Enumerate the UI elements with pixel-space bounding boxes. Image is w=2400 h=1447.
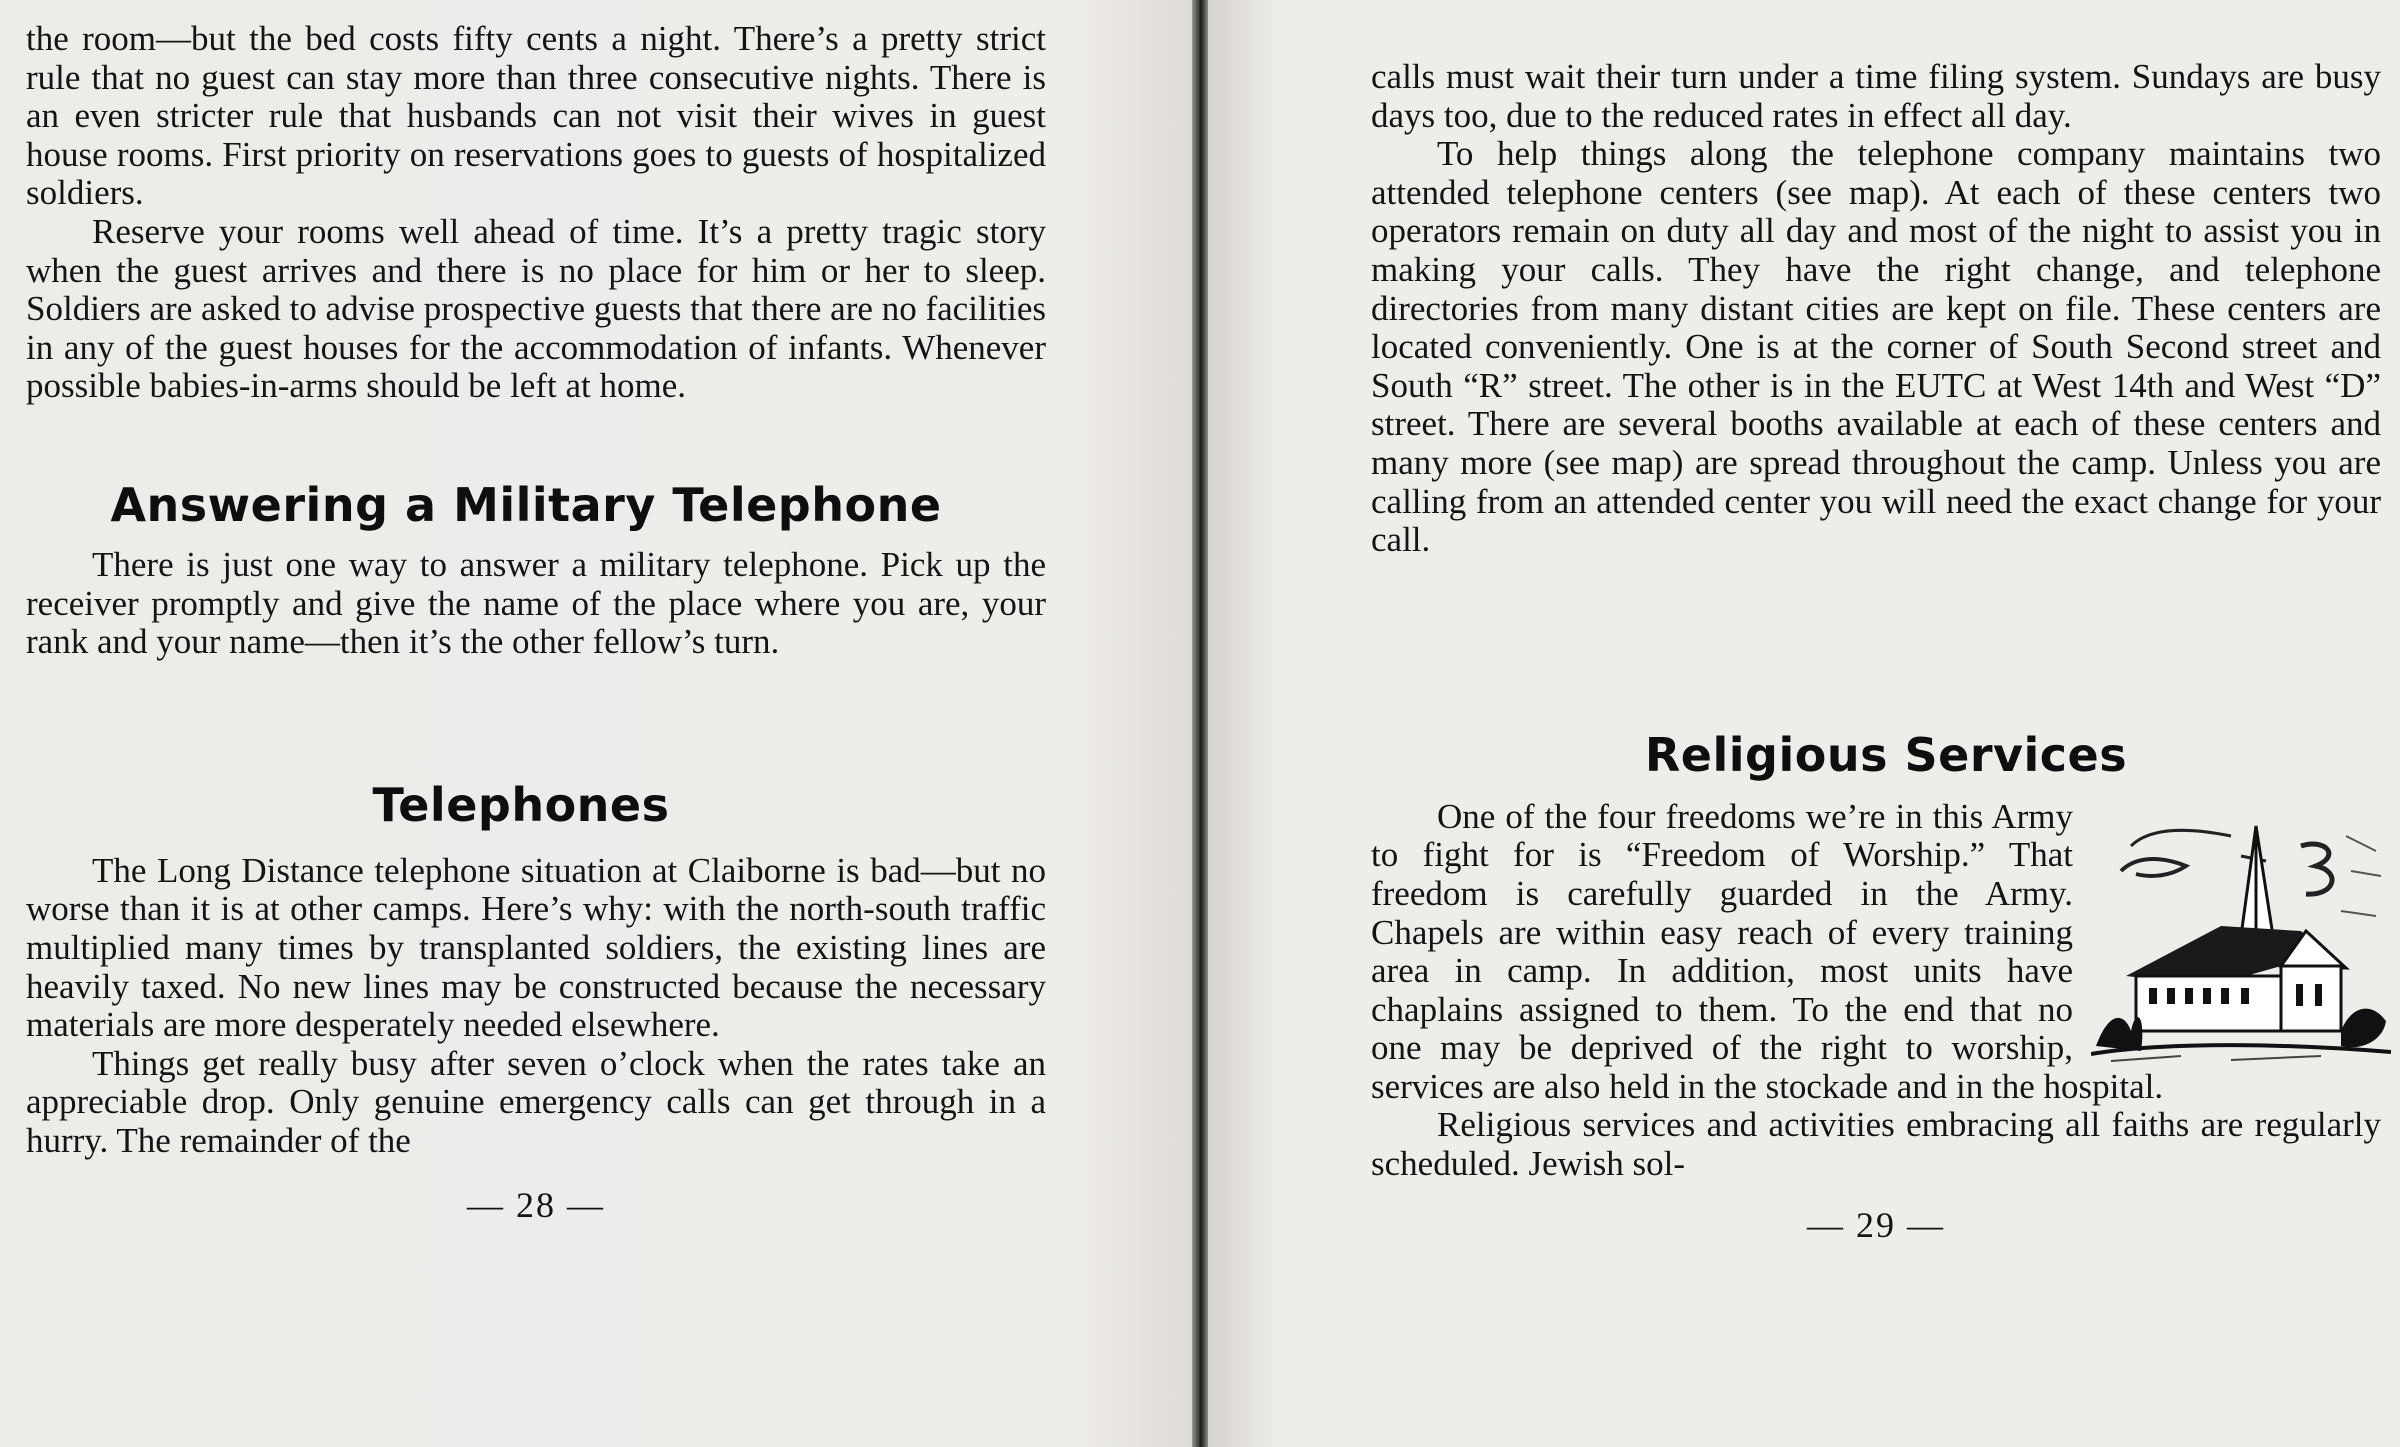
paragraph-busy-after-seven: Things get really busy after seven o’clock when the rates take an appreciable drop. Only genuine emergency calls can get through in a hurry. The remainder of the	[26, 1043, 1046, 1160]
paragraph-religious-activities: Religious services and activities embracing all faiths are regularly scheduled. Jewish sol-	[1371, 1105, 2381, 1184]
paragraph-reserve-rooms: Reserve your rooms well ahead of time. It’s a pretty tragic story when the guest arrives and there is no place for him or her to sleep. Soldiers are asked to advise prospective guests that there are no facilities in any of the guest houses for the accommodation of infants. Whenever possible babies-in-arms should be left at home.	[26, 211, 1046, 406]
paragraph-long-distance: The Long Distance telephone situation at Claiborne is bad—but no worse than it is at other camps. Here’s why: with the north-south traffic multiplied many times by transplanted soldiers, the existing lines are heavily taxed. No new lines may be constructed because the necessary materials are more desperately needed elsewhere.	[26, 850, 1046, 1045]
left-page-text-column	[26, 20, 1046, 1226]
paragraph-calls-must-wait: calls must wait their turn under a time filing system. Sundays are busy days too, due to the reduced rates in effect all day.	[1371, 57, 2381, 135]
heading-telephones: Telephones	[372, 777, 670, 832]
paragraph-telephone-centers: To help things along the telephone company maintains two attended telephone centers (see map). At each of these centers two operators remain on duty all day and most of the night to assist you in making your calls. They have the right change, and telephone directories from many distant cities are kept on file. These centers are located conveniently. One is at the corner of South Second street and South “R” street. The other is in the EUTC at West 14th and West “D” street. There are several booths available at each of these centers and many more (see map) are spread throughout the camp. Unless you are calling from an attended center you will need the exact change for your call.	[1371, 134, 2381, 560]
book-gutter	[1192, 0, 1208, 1447]
chapel-illustration	[2091, 816, 2391, 1066]
paragraph-military-telephone: There is just one way to answer a military telephone. Pick up the receiver promptly and give the name of the place where you are, your rank and your name—then it’s the other fellow’s turn.	[26, 544, 1046, 662]
heading-religious-services: Religious Services	[1644, 727, 2128, 782]
heading-answering-military-telephone: Answering a Military Telephone	[110, 477, 942, 532]
left-page	[0, 0, 1192, 1447]
paragraph-freedom-of-worship	[1371, 798, 2381, 1107]
page-number-right: — 29 —	[1807, 1204, 1945, 1245]
paragraph-guest-house-rules: the room—but the bed costs fifty cents a night. There’s a pretty strict rule that no guest can stay more than three consecutive nights. There is an even stricter rule that husbands can not visit their wives in guest house rooms. First priority on reservations goes to guests of hospitalized soldiers.	[26, 19, 1046, 213]
page-number-left: — 28 —	[467, 1185, 605, 1226]
chapel-icon	[2091, 816, 2391, 1066]
paragraph-freedom-of-worship-text: One of the four freedoms we’re in this Army to fight for is “Freedom of Worship.” That freedom is carefully guarded in the Army. Chapels are within easy reach of every training area in camp. In addition, most units have chaplains assigned to them. To the end that no one may be deprived of the right to worship, services are also held in the stockade and in the hospital.	[1371, 796, 2164, 1106]
right-page	[1208, 0, 2400, 1447]
right-page-text-column	[1371, 58, 2381, 1246]
